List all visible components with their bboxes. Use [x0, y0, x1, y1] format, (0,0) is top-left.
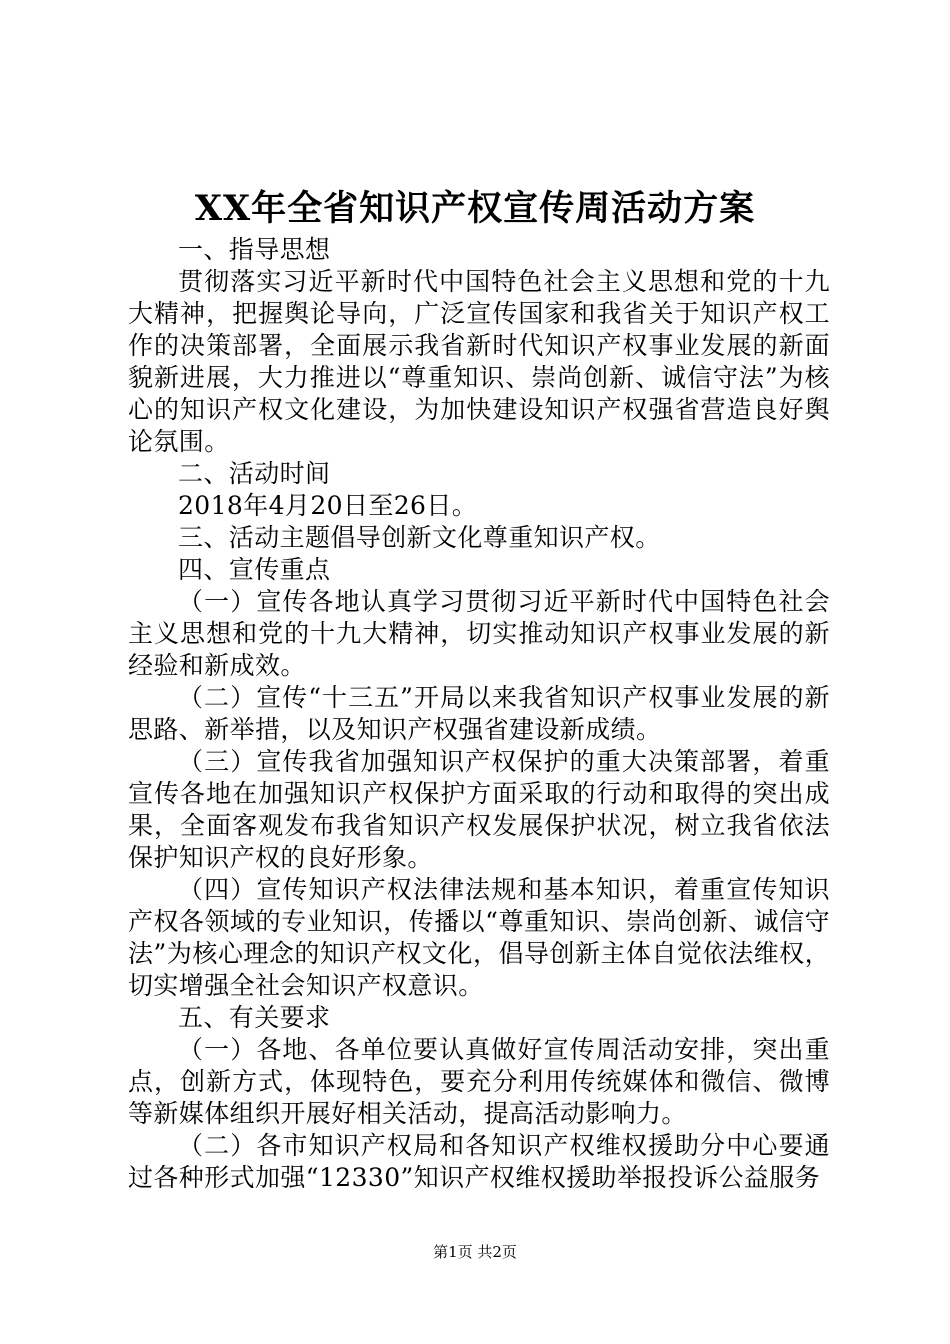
section-heading-publicity-focus: 四、宣传重点	[178, 555, 331, 584]
paragraph-focus-2: （二）宣传“十三五”开局以来我省知识产权事业发展的新思路、新举措，以及知识产权强省建设新成绩。	[128, 683, 830, 744]
section-heading-requirements: 五、有关要求	[178, 1003, 331, 1032]
paragraph-requirement-2: （二）各市知识产权局和各知识产权维权援助分中心要通过各种形式加强“12330”知识产权维权援助举报投诉公益服务	[128, 1131, 830, 1192]
paragraph-focus-4: （四）宣传知识产权法律法规和基本知识，着重宣传知识产权各领域的专业知识，传播以“尊重知识、崇尚创新、诚信守法”为核心理念的知识产权文化，倡导创新主体自觉依法维权，切实增强全社会知识产权意识。	[128, 875, 830, 1000]
paragraph-guiding-ideology: 贯彻落实习近平新时代中国特色社会主义思想和党的十九大精神，把握舆论导向，广泛宣传国家和我省关于知识产权工作的决策部署，全面展示我省新时代知识产权事业发展的新面貌新进展，大力推进以“尊重知识、崇尚创新、诚信守法”为核心的知识产权文化建设，为加快建设知识产权强省营造良好舆论氛围。	[128, 267, 830, 456]
section-heading-guiding-ideology: 一、指导思想	[178, 235, 331, 264]
paragraph-focus-1: （一）宣传各地认真学习贯彻习近平新时代中国特色社会主义思想和党的十九大精神，切实推动知识产权事业发展的新经验和新成效。	[128, 587, 830, 680]
page-footer: 第1页 共2页	[433, 1243, 517, 1261]
paragraph-activity-time: 2018年4月20日至26日。	[178, 491, 478, 520]
section-heading-activity-theme: 三、活动主题倡导创新文化尊重知识产权。	[178, 523, 661, 552]
document-title: XX年全省知识产权宣传周活动方案	[194, 188, 756, 229]
paragraph-requirement-1: （一）各地、各单位要认真做好宣传周活动安排，突出重点，创新方式，体现特色，要充分利用传统媒体和微信、微博等新媒体组织开展好相关活动，提高活动影响力。	[128, 1035, 830, 1128]
document-body	[128, 234, 830, 1194]
paragraph-focus-3: （三）宣传我省加强知识产权保护的重大决策部署，着重宣传各地在加强知识产权保护方面采取的行动和取得的突出成果，全面客观发布我省知识产权发展保护状况，树立我省依法保护知识产权的良好形象。	[128, 747, 830, 872]
section-heading-activity-time: 二、活动时间	[178, 459, 331, 488]
